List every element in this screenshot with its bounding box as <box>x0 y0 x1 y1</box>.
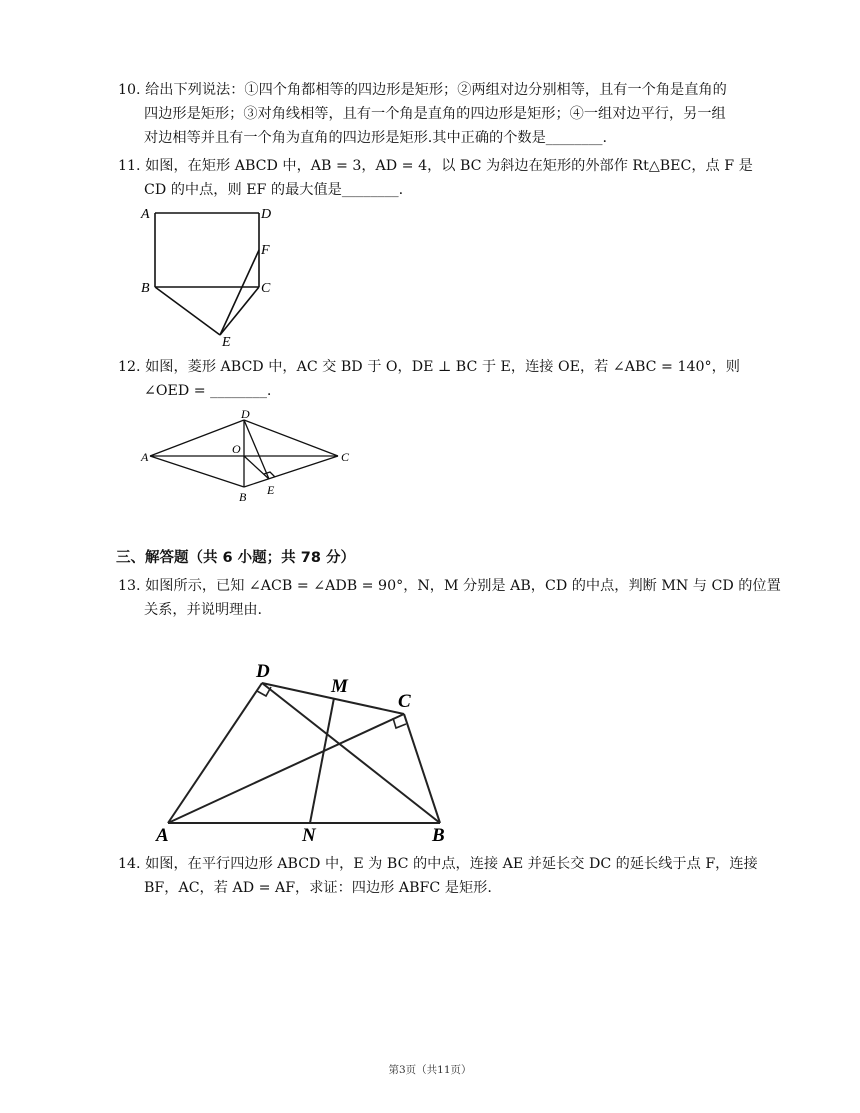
label-B: B <box>141 281 150 296</box>
segment-AD <box>150 420 244 456</box>
label-E: E <box>222 335 231 350</box>
label-E: E <box>267 483 275 497</box>
q10-line-3: 对边相等并且有一个角为直角的四边形是矩形.其中正确的个数是________. <box>144 130 608 146</box>
section-heading: 三、解答题（共 6 小题；共 78 分） <box>116 550 355 566</box>
label-C: C <box>398 691 411 712</box>
segment-CB <box>244 456 338 487</box>
label-F: F <box>261 243 270 258</box>
question-12 <box>118 355 763 403</box>
question-10 <box>118 78 763 150</box>
question-13 <box>118 574 781 622</box>
segment-DC <box>244 420 338 456</box>
right-angle-mark-C <box>393 718 406 728</box>
q13-figure-quadrilateral <box>150 655 460 847</box>
q13-line-2: 关系，并说明理由. <box>144 602 263 618</box>
label-D: D <box>241 407 250 421</box>
segment-DE <box>244 420 269 479</box>
label-N: N <box>302 825 316 846</box>
question-11 <box>118 154 763 202</box>
q11-line-2: CD 的中点，则 EF 的最大值是________. <box>144 182 404 198</box>
label-A: A <box>141 450 149 464</box>
label-C: C <box>341 450 350 464</box>
q12-figure-rhombus <box>138 405 360 505</box>
label-C: C <box>261 281 271 296</box>
label-D: D <box>256 661 270 682</box>
segment-DB <box>262 683 440 823</box>
segment-OE <box>244 456 269 479</box>
label-O: O <box>232 442 241 456</box>
q10-line-2: 四边形是矩形；③对角线相等，且有一个角是直角的四边形是矩形；④一组对边平行，另一组 <box>144 106 726 122</box>
question-14 <box>118 852 763 900</box>
label-D: D <box>261 207 272 222</box>
q12-line-1: 12. 如图，菱形 ABCD 中，AC 交 BD 于 O，DE ⊥ BC 于 E，连接 OE，若 ∠ABC = 140°，则 <box>118 359 740 375</box>
segment-EF <box>220 250 259 335</box>
segment-MN <box>310 698 334 823</box>
segment-BA <box>150 456 244 487</box>
q12-line-2: ∠OED = ________. <box>144 383 272 399</box>
segment-BE <box>155 287 220 335</box>
label-A: A <box>156 825 169 846</box>
q13-line-1: 13. 如图所示，已知 ∠ACB = ∠ADB = 90°，N，M 分别是 AB，CD 的中点，判断 MN 与 CD 的位置 <box>118 578 781 594</box>
q14-line-2: BF，AC，若 AD = AF，求证：四边形 ABFC 是矩形. <box>144 880 492 896</box>
label-B: B <box>239 490 247 504</box>
q10-line-1: 10. 给出下列说法：①四个角都相等的四边形是矩形；②两组对边分别相等，且有一个角是直角的 <box>118 82 727 98</box>
page-footer: 第3页（共11页） <box>388 1064 472 1076</box>
label-B: B <box>432 825 445 846</box>
q11-line-1: 11. 如图，在矩形 ABCD 中，AB = 3，AD = 4，以 BC 为斜边在矩形的外部作 Rt△BEC，点 F 是 <box>118 158 753 174</box>
label-A: A <box>141 207 150 222</box>
q14-line-1: 14. 如图，在平行四边形 ABCD 中，E 为 BC 的中点，连接 AE 并延长交 DC 的延长线于点 F，连接 <box>118 856 758 872</box>
segment-CB <box>404 714 440 823</box>
q11-figure-rectangle <box>138 202 278 350</box>
label-M: M <box>331 676 348 697</box>
